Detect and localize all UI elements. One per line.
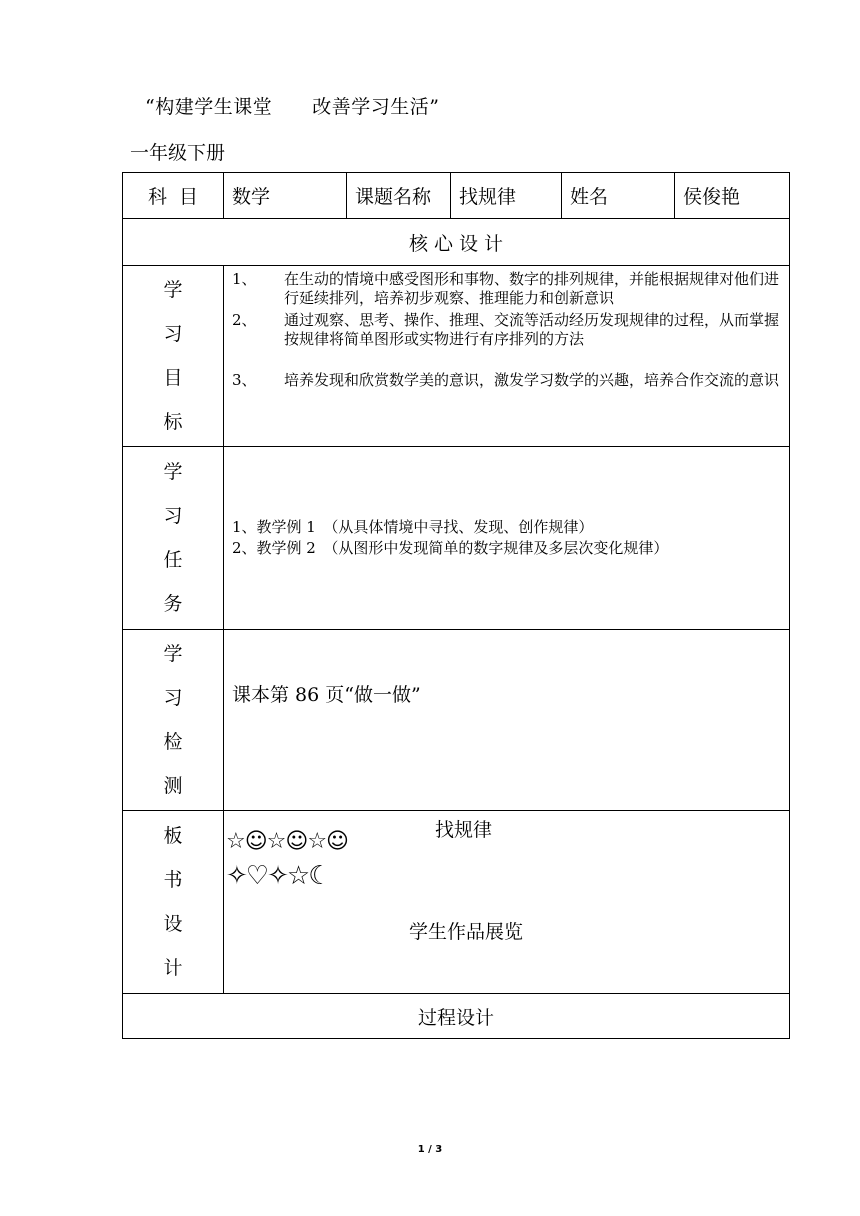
goal-item: 1、 在生动的情境中感受图形和事物、数字的排列规律，并能根据规律对他们进行延续排列，培养初步观察、推理能力和创新意识 bbox=[232, 270, 780, 307]
goals-row bbox=[123, 266, 790, 447]
check-content: 课本第 86 页“做一做” bbox=[224, 630, 790, 811]
subject-label: 科 目 bbox=[123, 173, 224, 219]
tasks-content bbox=[224, 447, 790, 630]
grade-label: 一年级下册 bbox=[130, 142, 226, 164]
core-design-heading: 核 心 设 计 bbox=[123, 219, 790, 266]
pattern-row-2: ✧♡✧☆☾ bbox=[226, 861, 330, 891]
goal-item: 2、 通过观察、思考、操作、推理、交流等活动经历发现规律的过程，从而掌握按规律将简单图形或实物进行有序排列的方法 bbox=[232, 311, 780, 348]
task-item: 1、教学例 1 （从具体情境中寻找、发现、创作规律） bbox=[232, 518, 594, 536]
name-label: 姓名 bbox=[562, 173, 675, 219]
topic-label: 课题名称 bbox=[347, 173, 451, 219]
task-item: 2、教学例 2 （从图形中发现简单的数字规律及多层次变化规律） bbox=[232, 539, 669, 557]
goals-content bbox=[224, 266, 790, 447]
lesson-plan-table bbox=[122, 172, 790, 1039]
board-row bbox=[123, 811, 790, 994]
check-label: 学 习 检 测 bbox=[123, 630, 224, 811]
tasks-label: 学 习 任 务 bbox=[123, 447, 224, 630]
core-design-row bbox=[123, 219, 790, 266]
page-title bbox=[145, 92, 439, 119]
check-row bbox=[123, 630, 790, 811]
process-row bbox=[123, 994, 790, 1039]
title-part-2: 改善学习生活” bbox=[312, 96, 440, 118]
board-title: 找规律 bbox=[435, 819, 493, 841]
info-row bbox=[123, 173, 790, 219]
name-value: 侯俊艳 bbox=[675, 173, 790, 219]
topic-value: 找规律 bbox=[451, 173, 562, 219]
tasks-row bbox=[123, 447, 790, 630]
page-number: 1 / 3 bbox=[417, 1144, 443, 1155]
goal-item: 3、 培养发现和欣赏数学美的意识，激发学习数学的兴趣，培养合作交流的意识 bbox=[232, 371, 780, 389]
board-content bbox=[224, 811, 790, 994]
title-part-1: “构建学生课堂 bbox=[145, 96, 273, 118]
pattern-row-1: ☆☺☆☺☆☺ bbox=[226, 829, 348, 854]
process-design-heading: 过程设计 bbox=[123, 994, 790, 1039]
board-label: 板 书 设 计 bbox=[123, 811, 224, 994]
goals-label: 学 习 目 标 bbox=[123, 266, 224, 447]
board-caption: 学生作品展览 bbox=[409, 921, 524, 943]
subject-value: 数学 bbox=[224, 173, 347, 219]
